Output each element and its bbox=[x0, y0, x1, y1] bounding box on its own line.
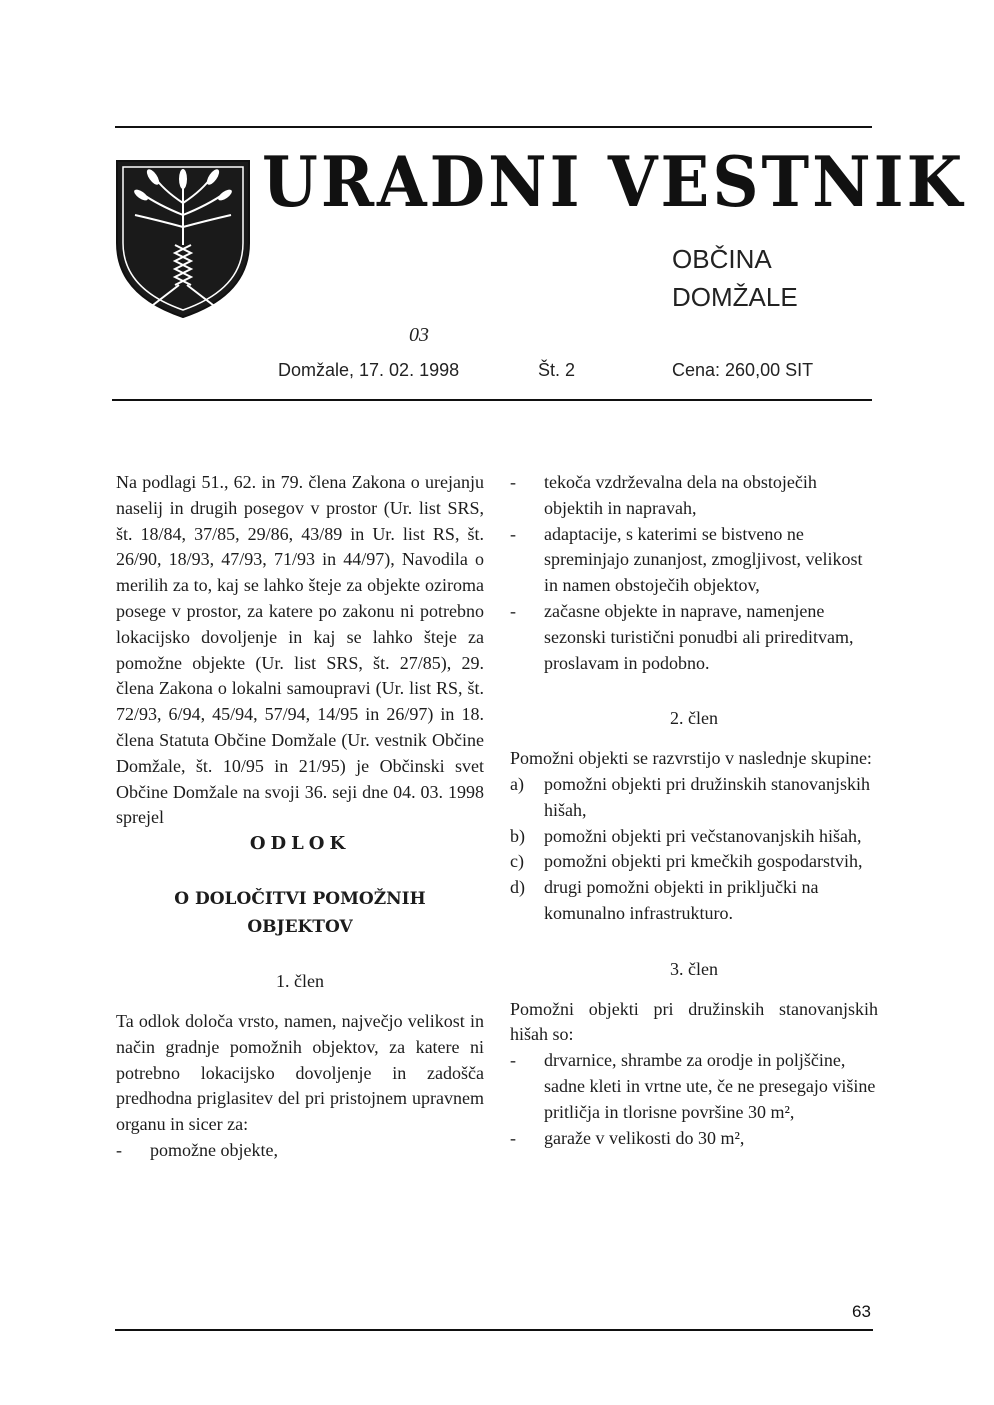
article-2-text: Pomožni objekti se razvrstijo v naslednje skupine: bbox=[510, 748, 872, 769]
list-marker: a) bbox=[510, 773, 524, 794]
article-1-text: Ta odlok določa vrsto, namen, največjo velikost in način gradnje pomožnih objektov, za katere ni potrebno lokacijsko dovoljenje in zadošča predhodna priglasitev del pri pristojnem upravnem organu in sicer za: bbox=[116, 1010, 484, 1135]
left-column bbox=[116, 470, 484, 1164]
list-item bbox=[510, 849, 878, 875]
top-rule bbox=[115, 126, 872, 128]
list-marker: - bbox=[510, 523, 516, 544]
list-item-text: pomožni objekti pri družinskih stanovanjskih hišah, bbox=[544, 773, 870, 820]
article-3-heading: 3. člen bbox=[670, 958, 718, 979]
issue-date: Domžale, 17. 02. 1998 bbox=[278, 360, 460, 380]
document-type-heading: ODLOK bbox=[249, 833, 351, 855]
footer-rule bbox=[115, 1329, 873, 1331]
issue-price: Cena: 260,00 SIT bbox=[672, 360, 814, 380]
article-1-heading: 1. člen bbox=[276, 971, 324, 992]
list-marker: - bbox=[510, 1127, 516, 1148]
article-2-heading: 2. člen bbox=[670, 708, 718, 729]
right-column bbox=[510, 470, 878, 1151]
masthead-title: URADNI VESTNIK bbox=[262, 142, 966, 224]
list-marker: - bbox=[510, 600, 516, 621]
list-item bbox=[510, 875, 878, 927]
list-marker: c) bbox=[510, 851, 524, 872]
article-3-text: Pomožni objekti pri družinskih stanovanjskih hišah so: bbox=[510, 998, 878, 1045]
list-item-text: drugi pomožni objekti in priključki na komunalno infrastrukturo. bbox=[544, 877, 819, 923]
coat-of-arms-icon bbox=[113, 155, 253, 320]
header-rule bbox=[112, 399, 872, 401]
list-item bbox=[116, 1138, 484, 1164]
list-item-text: začasne objekte in naprave, namenjene sezonski turistični ponudbi ali prireditvam, proslavam in podobno. bbox=[544, 600, 854, 673]
issue-number: Št. 2 bbox=[538, 360, 576, 380]
list-item-text: garaže v velikosti do 30 m², bbox=[544, 1127, 745, 1148]
list-marker: - bbox=[510, 1050, 516, 1071]
subtitle-line-1: O DOLOČITVI POMOŽNIH bbox=[174, 889, 426, 910]
list-item-text: pomožni objekti pri kmečkih gospodarstvih, bbox=[544, 851, 863, 872]
municipality-line-1: OBČINA bbox=[672, 244, 772, 274]
list-item bbox=[510, 522, 878, 599]
page-number: 63 bbox=[852, 1302, 871, 1321]
list-item-text: pomožni objekti pri večstanovanjskih hišah, bbox=[544, 825, 862, 846]
municipality-line-2: DOMŽALE bbox=[672, 282, 798, 312]
handwritten-note: 03 bbox=[409, 324, 429, 346]
list-item-text: drvarnice, shrambe za orodje in poljščine, sadne kleti in vrtne ute, če ne presegajo višine pritličja in tlorisne površine 30 m², bbox=[544, 1050, 876, 1122]
list-item bbox=[510, 824, 878, 850]
list-item bbox=[510, 470, 878, 522]
list-item bbox=[510, 1048, 878, 1125]
list-marker: - bbox=[510, 472, 516, 492]
list-item bbox=[510, 599, 878, 676]
preamble-paragraph: Na podlagi 51., 62. in 79. člena Zakona o urejanju naselij in drugih posegov v prostor (Ur. list SRS, št. 18/84, 37/85, 29/86, 43/89 in Ur. list RS, št. 26/90, 18/93, 47/93, 71/93 in 44/97), Navodila o merilih za to, kaj se lahko šteje za objekte oziroma posege v prostor, za katere po zakonu ni potrebno lokacijsko dovoljenje in kaj se lahko šteje za pomožne objekte (Ur. list SRS, št. 27/85), 29. člena Zakona o lokalni samoupravi (Ur. list RS, št. 72/93, 6/94, 45/94, 57/94, 14/95 in 26/97) in 18. člena Statuta Občine Domžale (Ur. vestnik Občine Domžale, št. 10/95 in 21/95) je Občinski svet Občine Domžale na svoji 36. seji dne 04. 03. 1998 sprejel bbox=[116, 472, 484, 828]
list-item-text: tekoča vzdrževalna dela na obstoječih objektih in napravah, bbox=[544, 472, 817, 518]
document-subtitle bbox=[116, 885, 484, 941]
list-item bbox=[510, 772, 878, 824]
list-marker: d) bbox=[510, 877, 525, 898]
list-item-text: pomožne objekte, bbox=[150, 1139, 278, 1160]
list-item-text: adaptacije, s katerimi se bistveno ne spreminjajo zunanjost, zmogljivost, velikost in namen obstoječih objektov, bbox=[544, 523, 863, 596]
subtitle-line-2: OBJEKTOV bbox=[247, 917, 353, 938]
municipality-name bbox=[672, 240, 798, 316]
list-item bbox=[510, 1126, 878, 1152]
list-marker: - bbox=[116, 1139, 122, 1160]
list-marker: b) bbox=[510, 825, 525, 846]
